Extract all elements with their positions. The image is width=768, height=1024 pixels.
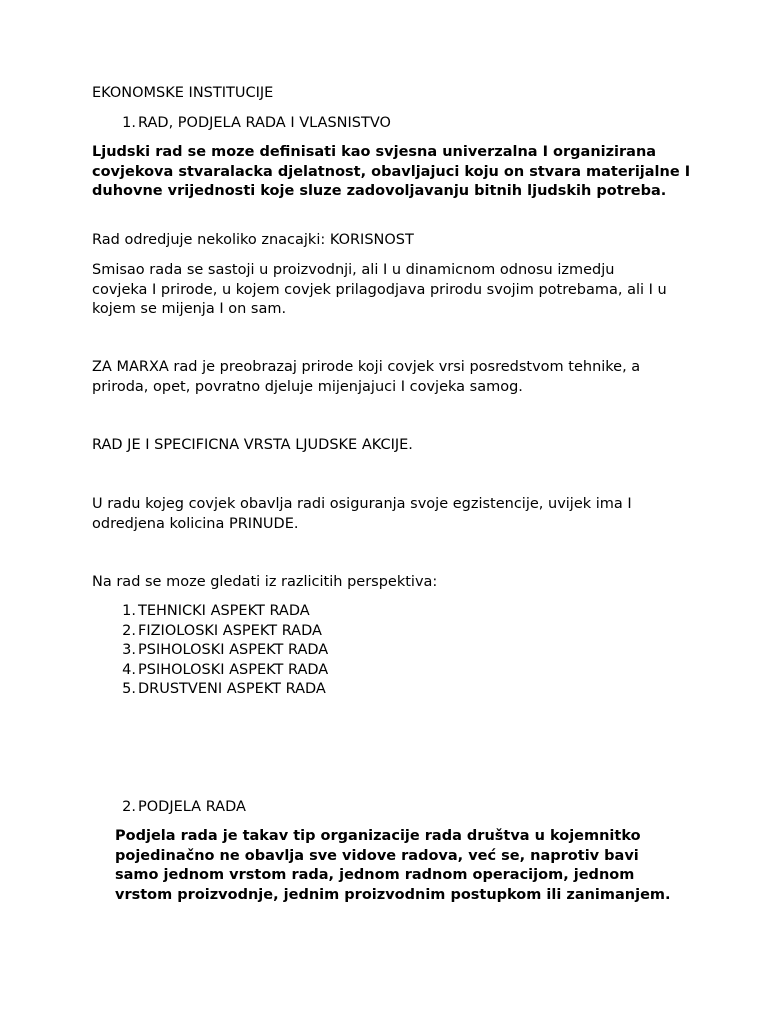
list-item-number: 3.: [122, 642, 136, 658]
list-item-text: DRUSTVENI ASPEKT RADA: [138, 681, 326, 697]
work-characteristics: Rad odredjuje nekoliko znacajki: KORISNOST: [92, 232, 414, 248]
list-item-number: 2.: [122, 622, 136, 639]
work-definition: Ljudski rad se moze definisati kao svjesna univerzalna I organizirana covjekova stvaralacka djelatnost, obavljajuci koju on stvara materijalne I duhovne vrijednosti koje sluze zadovoljavanju bitnih ljudskih potreba.: [92, 144, 691, 199]
section-1-title: RAD, PODJELA RADA I VLASNISTVO: [138, 115, 391, 131]
list-item-text: TEHNICKI ASPEKT RADA: [138, 603, 310, 619]
division-definition: Podjela rada je takav tip organizacije rada društva u kojemnitko pojedinačno ne obavlja sve vidove radova, već se, naprotiv bavi samo jednom vrstom rada, jednom radnom operacijom, jednom vrstom proizvodnje, jednim proizvodnim postupkom ili zanimanjem.: [115, 828, 671, 903]
section-2-number: 2.: [122, 799, 136, 815]
list-item-number: 1.: [122, 603, 136, 619]
list-item-text: PSIHOLOSKI ASPEKT RADA: [138, 642, 329, 658]
work-coercion: U radu kojeg covjek obavlja radi osiguranja svoje egzistencije, uvijek ima I odredjena kolicina PRINUDE.: [92, 496, 632, 532]
marx-definition: ZA MARXA rad je preobrazaj prirode koji covjek vrsi posredstvom tehnike, a priroda, opet, povratno djeluje mijenjajuci I covjeka samog.: [92, 359, 641, 395]
work-meaning: Smisao rada se sastoji u proizvodnji, ali I u dinamicnom odnosu izmedju covjeka I prirode, u kojem covjek prilagodjava prirodu svojim potrebama, ali I u kojem se mijenja I on sam.: [92, 262, 667, 317]
list-item-number: 4.: [122, 661, 136, 678]
list-item-number: 5.: [122, 681, 136, 697]
document-title: EKONOMSKE INSTITUCIJE: [92, 85, 274, 101]
list-item-text: PSIHOLOSKI ASPEKT RADA: [138, 661, 329, 678]
section-2-title: PODJELA RADA: [138, 799, 246, 815]
section-1-number: 1.: [122, 115, 136, 131]
specific-action: RAD JE I SPECIFICNA VRSTA LJUDSKE AKCIJE.: [92, 437, 413, 453]
perspectives-intro: Na rad se moze gledati iz razlicitih perspektiva:: [92, 574, 438, 590]
list-item-text: FIZIOLOSKI ASPEKT RADA: [138, 622, 322, 639]
